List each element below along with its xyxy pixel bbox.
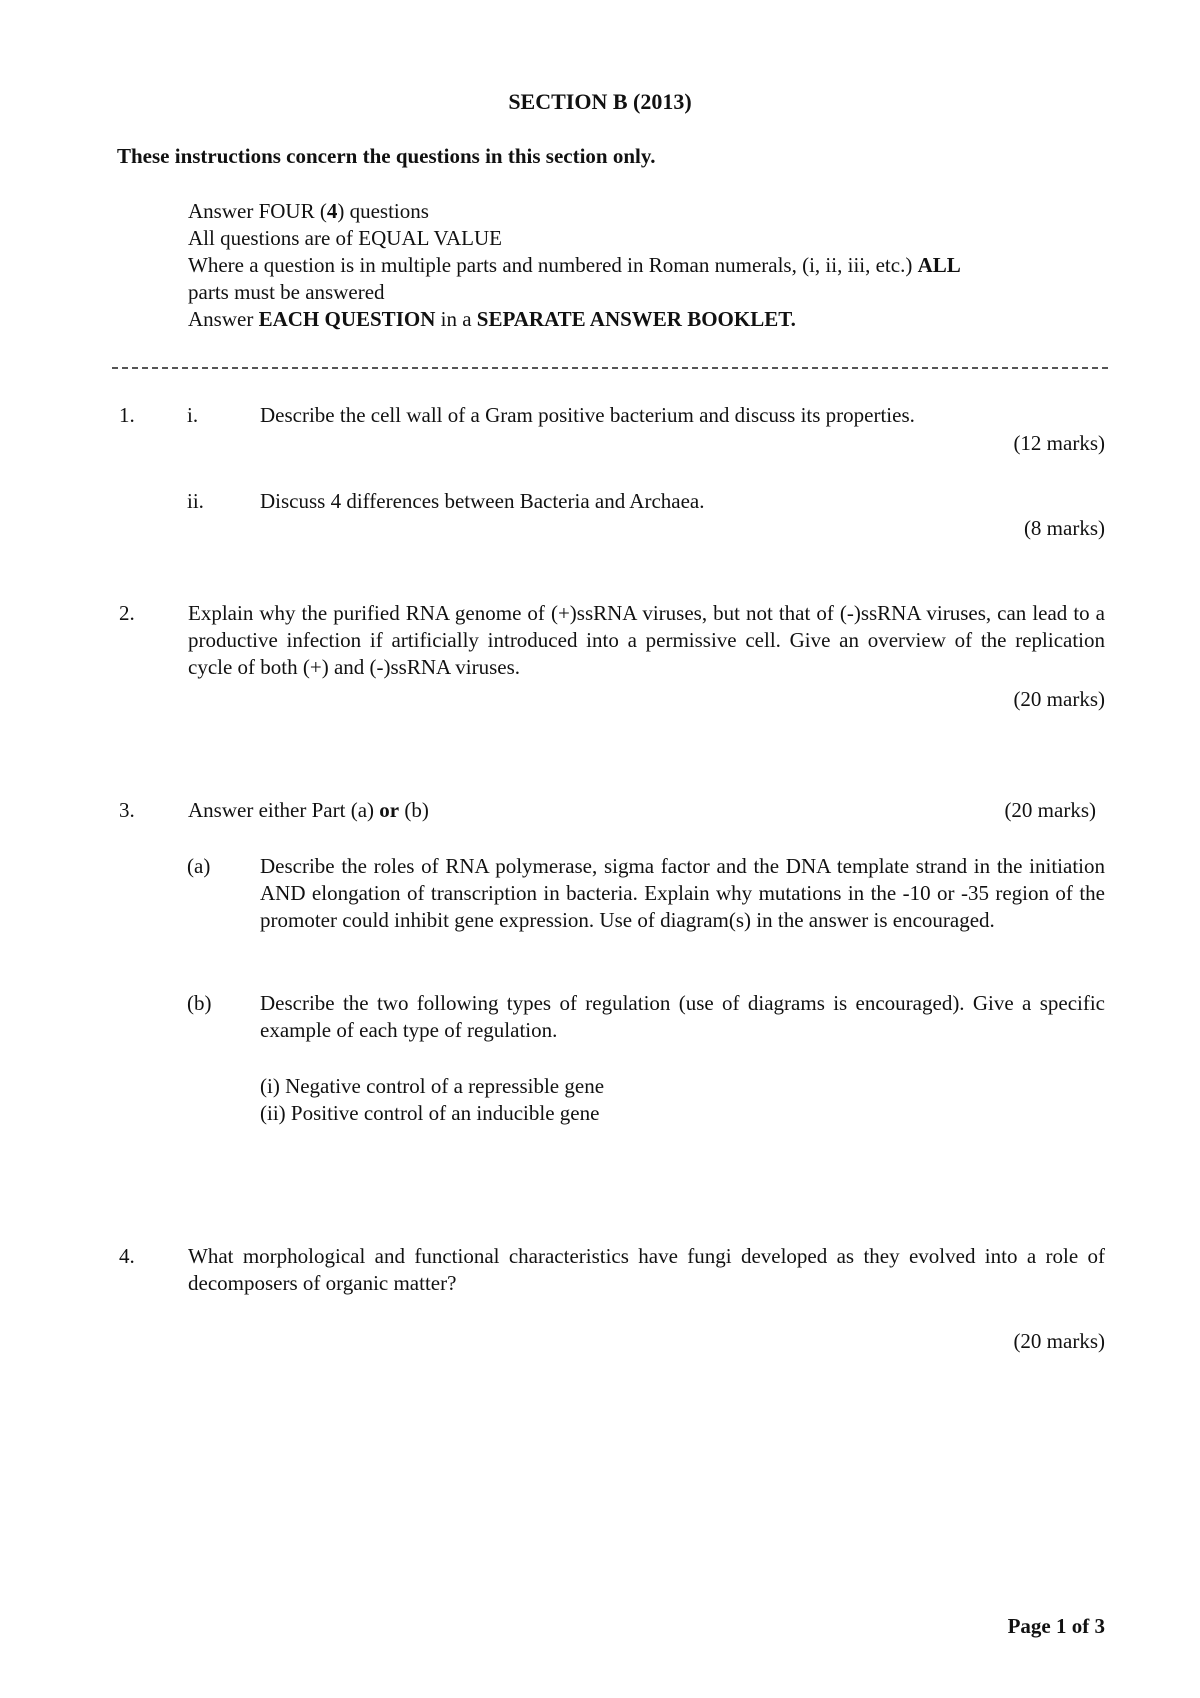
question-3-part-b-items [260,1073,604,1127]
instruction-separate-booklet [188,306,1096,333]
question-3-intro [188,797,429,824]
instruction-bold: ALL [917,253,961,277]
question-3-part-b-label: (b) [187,991,212,1015]
question-1-part-i-label: i. [187,403,199,427]
instruction-text: Answer [188,307,259,331]
page-number: Page 1 of 3 [1007,1614,1105,1638]
instructions-heading: These instructions concern the questions in this section only. [117,144,656,168]
question-1-part-ii-text: Discuss 4 differences between Bacteria and Archaea. [260,489,705,513]
instruction-text: Answer FOUR ( [188,199,327,223]
question-3-intro-text: Answer either Part (a) [188,798,380,822]
section-title: SECTION B (2013) [508,89,692,114]
question-3-part-a-label: (a) [187,854,211,878]
question-4-marks: (20 marks) [1013,1329,1105,1353]
question-1-number: 1. [119,403,135,427]
instruction-bold: SEPARATE ANSWER BOOKLET. [476,307,796,331]
question-3-intro-bold: or [379,798,400,822]
question-1-part-i-text: Describe the cell wall of a Gram positive bacterium and discuss its properties. [260,403,915,427]
question-1-part-ii-marks: (8 marks) [1023,516,1105,540]
question-3-part-a-text: Describe the roles of RNA polymerase, sigma factor and the DNA template strand in the initiation AND elongation of transcription in bacteria. Explain why mutations in the -10 or -35 region of the promoter could inhibit gene expression. Use of diagram(s) in the answer is encouraged. [260,854,1105,932]
instruction-bold: 4 [326,199,338,223]
instruction-answer-four [188,198,1096,225]
instruction-parts-answered: parts must be answered [188,280,385,304]
question-2-number: 2. [119,601,135,625]
question-3-intro-text: (b) [399,798,429,822]
instruction-bold: EACH QUESTION [258,307,436,331]
question-1-part-ii-label: ii. [187,489,204,513]
dashed-divider [112,367,1108,369]
instruction-text: ) questions [337,199,429,223]
question-3-part-b-item: (i) Negative control of a repressible gene [260,1074,605,1098]
question-1-part-i-marks: (12 marks) [1013,431,1105,455]
question-4-text: What morphological and functional characteristics have fungi developed as they evolved into a role of decomposers of organic matter? [188,1244,1105,1295]
question-3-part-b-text: Describe the two following types of regulation (use of diagrams is encouraged). Give a specific example of each type of regulation. [260,991,1105,1042]
question-3-marks: (20 marks) [1004,798,1096,822]
question-3-part-b-item: (ii) Positive control of an inducible gene [260,1101,600,1125]
question-2-text: Explain why the purified RNA genome of (+)ssRNA viruses, but not that of (-)ssRNA viruses, can lead to a productive infection if artificially introduced into a permissive cell. Give an overview of the replication cycle of both (+) and (-)ssRNA viruses. [188,601,1105,679]
instructions-list [188,198,1096,333]
instruction-roman-parts [188,252,1096,279]
instruction-text: in a [435,307,477,331]
question-4-number: 4. [119,1244,135,1268]
question-3-number: 3. [119,798,135,822]
instruction-equal-value: All questions are of EQUAL VALUE [188,226,502,250]
instruction-text: Where a question is in multiple parts and numbered in Roman numerals, (i, ii, iii, etc.) [188,253,918,277]
question-2-marks: (20 marks) [1013,687,1105,711]
